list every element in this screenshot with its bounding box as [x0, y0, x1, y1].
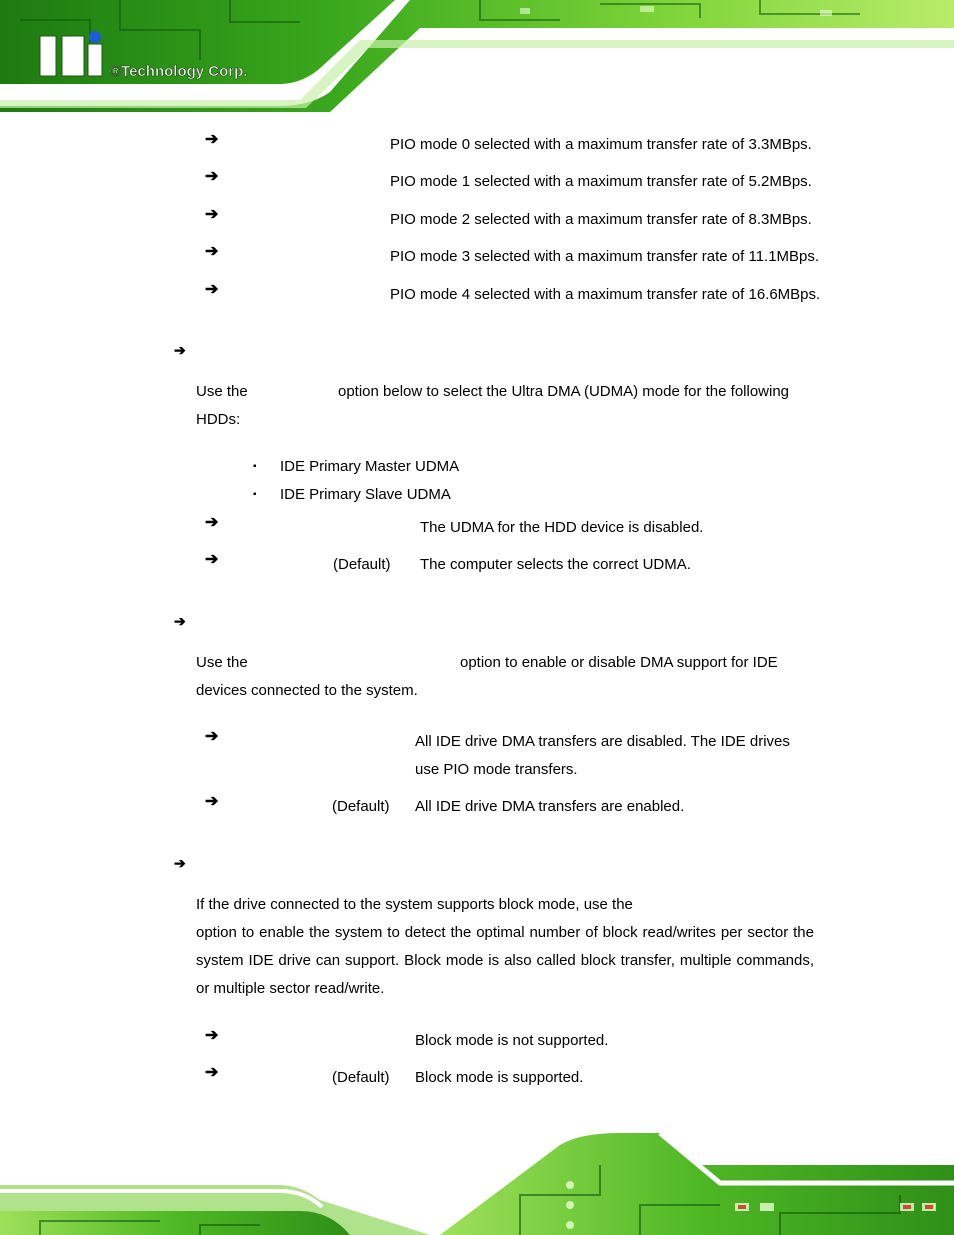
- arrow-icon: ➔: [205, 243, 219, 260]
- udma-bullet-master: IDE Primary Master UDMA: [280, 458, 460, 475]
- page-footer-banner: [0, 1125, 954, 1235]
- udma-intro-end: option below to select the Ultra DMA (UDMA) mode for the following: [338, 383, 790, 400]
- udma-bullet-slave: IDE Primary Slave UDMA: [280, 486, 451, 503]
- pio-mode-1-desc: PIO mode 1 selected with a maximum transfer rate of 5.2MBps.: [390, 173, 812, 190]
- dma-disabled-desc-line1: All IDE drive DMA transfers are disabled. The IDE drives: [415, 733, 790, 750]
- udma-intro-start: Use the: [196, 383, 248, 400]
- company-name: ®Technology Corp.: [110, 63, 248, 80]
- arrow-icon: ➔: [205, 131, 219, 148]
- block-enabled-desc: Block mode is supported.: [415, 1069, 584, 1086]
- udma-default-label: (Default): [333, 556, 391, 573]
- udma-intro-line2: HDDs:: [196, 411, 241, 428]
- arrow-icon: ➔: [205, 281, 219, 298]
- arrow-icon: ➔: [205, 206, 219, 223]
- dma-default-label: (Default): [332, 798, 390, 815]
- bullet-icon: ▪: [253, 489, 257, 500]
- pio-mode-4-desc: PIO mode 4 selected with a maximum transfer rate of 16.6MBps.: [390, 286, 821, 303]
- block-intro-paragraph: option to enable the system to detect the optimal number of block read/writes per sector the system IDE drive can support. Block mode is also called block transfer, multiple commands, or multiple sector read/write.: [196, 924, 814, 997]
- section-arrow-icon: ➔: [174, 342, 186, 358]
- dma-intro-line2: devices connected to the system.: [196, 682, 418, 699]
- arrow-icon: ➔: [205, 1027, 219, 1044]
- section-arrow-icon: ➔: [174, 613, 186, 629]
- pio-mode-3-desc: PIO mode 3 selected with a maximum transfer rate of 11.1MBps.: [390, 248, 820, 265]
- udma-auto-desc: The computer selects the correct UDMA.: [420, 556, 691, 573]
- arrow-icon: ➔: [205, 793, 219, 810]
- arrow-icon: ➔: [205, 728, 219, 745]
- dma-intro-end: option to enable or disable DMA support for IDE: [460, 654, 778, 671]
- arrow-icon: ➔: [205, 551, 219, 568]
- page-header-banner: [0, 0, 954, 112]
- udma-disabled-desc: The UDMA for the HDD device is disabled.: [420, 519, 704, 536]
- pio-mode-0-desc: PIO mode 0 selected with a maximum transfer rate of 3.3MBps.: [390, 136, 812, 153]
- section-arrow-icon: ➔: [174, 855, 186, 871]
- dma-enabled-desc: All IDE drive DMA transfers are enabled.: [415, 798, 685, 815]
- block-disabled-desc: Block mode is not supported.: [415, 1032, 609, 1049]
- arrow-icon: ➔: [205, 168, 219, 185]
- bullet-icon: ▪: [253, 461, 257, 472]
- arrow-icon: ➔: [205, 514, 219, 531]
- block-intro-line1: If the drive connected to the system supports block mode, use the: [196, 896, 633, 913]
- dma-intro-start: Use the: [196, 654, 248, 671]
- arrow-icon: ➔: [205, 1064, 219, 1081]
- pio-mode-2-desc: PIO mode 2 selected with a maximum transfer rate of 8.3MBps.: [390, 211, 812, 228]
- block-default-label: (Default): [332, 1069, 390, 1086]
- dma-disabled-desc-line2: use PIO mode transfers.: [415, 761, 578, 778]
